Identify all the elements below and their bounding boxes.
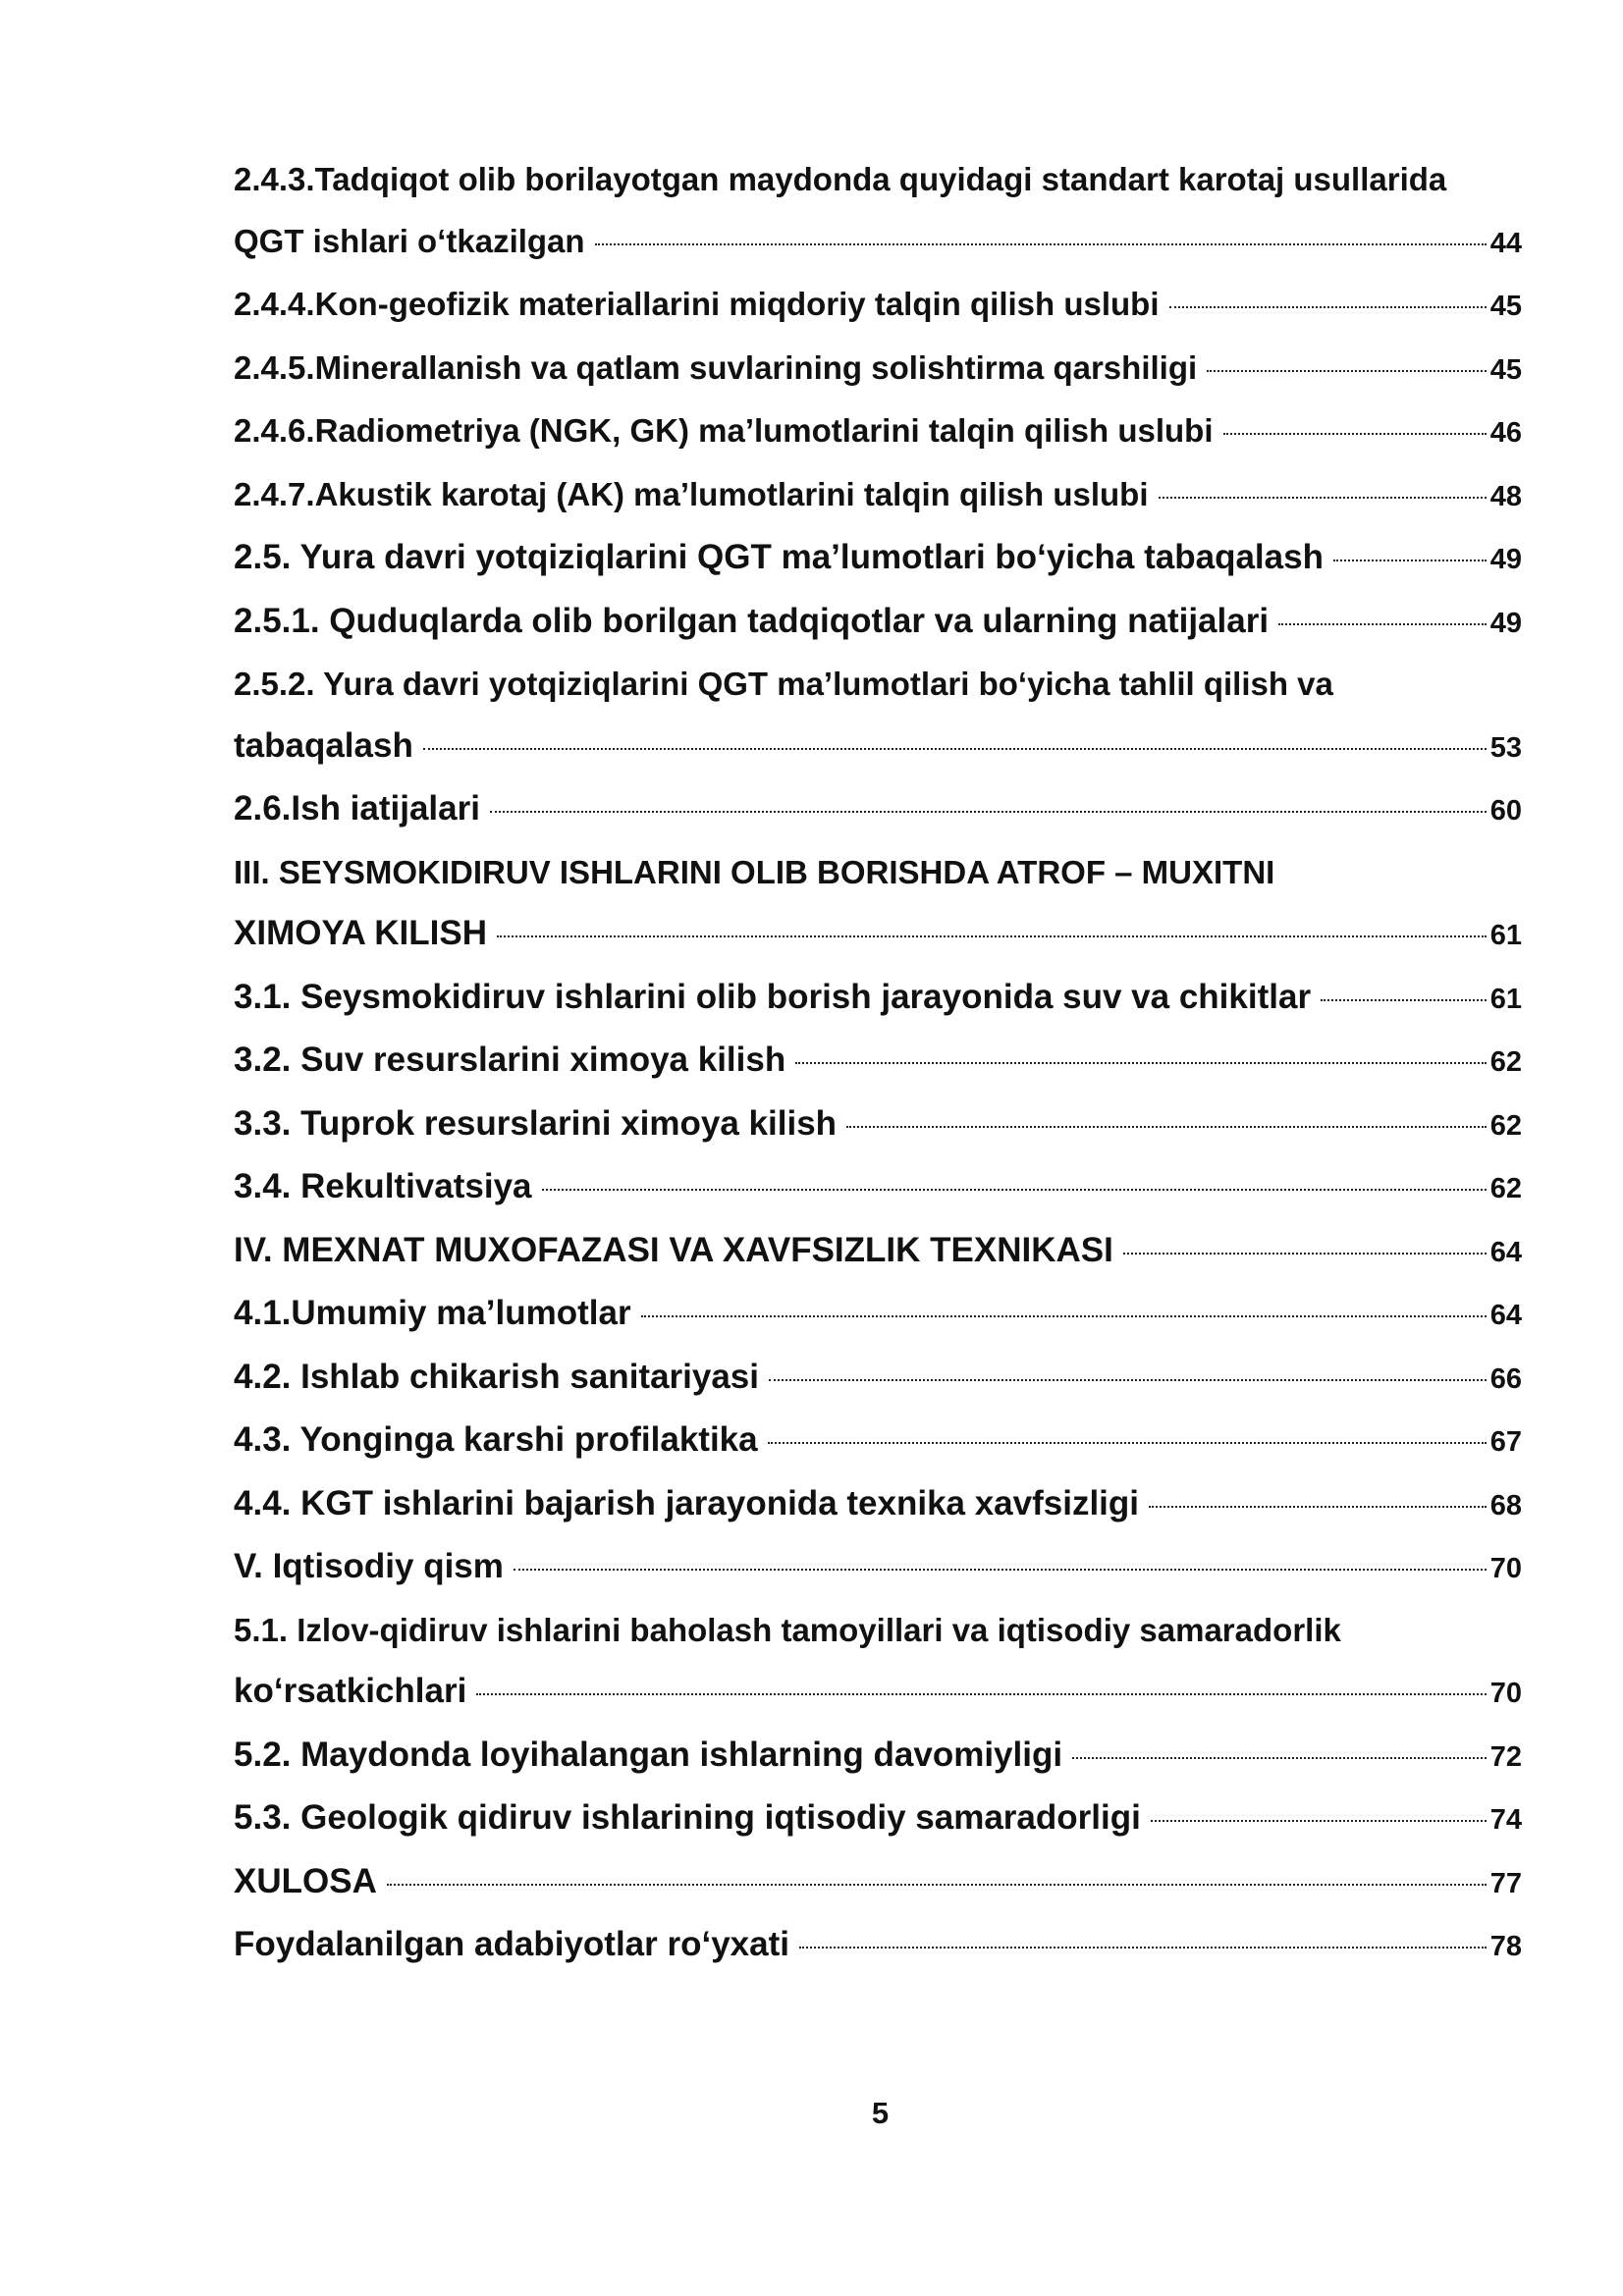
dot-leader [1169, 306, 1487, 308]
dot-leader [641, 1315, 1487, 1317]
toc-entry-title: 2.4.4.Kon-geofizik materiallarini miqdoriy talqin qilish uslubi [234, 286, 1160, 322]
toc-entry-page: 72 [1489, 1740, 1522, 1773]
toc-entry[interactable] [234, 967, 1522, 1031]
toc-entry-title: tabaqalash [234, 725, 413, 765]
toc-entry[interactable] [234, 1473, 1522, 1537]
toc-entry-title: 4.2. Ishlab chikarish sanitariyasi [234, 1357, 759, 1396]
page-number: 5 [871, 2096, 890, 2130]
toc-entry-title-line: III. SEYSMOKIDIRUV ISHLARINI OLIB BORISHDA ATROF – MUXITNI [234, 853, 1275, 890]
dot-leader [1072, 1757, 1487, 1759]
toc-entry-page: 49 [1489, 544, 1522, 575]
table-of-contents [234, 149, 1522, 1978]
dot-leader [1149, 1506, 1487, 1508]
toc-entry[interactable] [234, 338, 1522, 401]
toc-entry[interactable] [234, 1851, 1522, 1915]
toc-entry-title: 3.3. Tuprok resurslarini ximoya kilish [234, 1103, 838, 1143]
toc-entry-page: 44 [1489, 227, 1522, 259]
toc-entry-page: 61 [1489, 983, 1522, 1015]
dot-leader [1321, 999, 1487, 1001]
toc-entry-page: 77 [1489, 1867, 1522, 1899]
toc-entry-title: 3.2. Suv resurslarini ximoya kilish [234, 1041, 786, 1079]
dot-leader [423, 748, 1487, 750]
dot-leader [1223, 433, 1487, 435]
dot-leader [799, 1947, 1487, 1949]
toc-entry-title-line: 5.1. Izlov-qidiruv ishlarini baholash tamoyillari va iqtisodiy samaradorlik [234, 1611, 1341, 1648]
toc-entry-title: 2.5.1. Quduqlarda olib borilgan tadqiqotlar va ularning natijalari [234, 601, 1270, 640]
toc-entry[interactable] [234, 1283, 1522, 1347]
toc-entry-page: 78 [1489, 1931, 1522, 1962]
toc-entry-page: 46 [1489, 417, 1522, 449]
toc-entry-title-line: 2.5.2. Yura davri yotqiziqlarini QGT ma’lumotlari bo‘yicha tahlil qilish va [234, 666, 1333, 702]
toc-entry-page: 45 [1489, 291, 1522, 322]
toc-entry-page: 62 [1489, 1046, 1522, 1078]
toc-entry-title: IV. MEXNAT MUXOFAZASI VA XAVFSIZLIK TEXNIKASI [234, 1230, 1113, 1269]
toc-entry-title: 3.4. Rekultivatsiya [234, 1167, 532, 1205]
toc-entry[interactable] [234, 464, 1522, 528]
dot-leader [476, 1693, 1486, 1695]
dot-leader [542, 1189, 1487, 1191]
toc-entry-page: 66 [1489, 1362, 1522, 1395]
dot-leader [1333, 560, 1487, 561]
toc-entry[interactable] [234, 527, 1522, 591]
toc-entry[interactable] [234, 1347, 1522, 1411]
toc-entry-page: 61 [1489, 920, 1522, 951]
toc-entry-page: 70 [1489, 1678, 1522, 1709]
dot-leader [846, 1126, 1487, 1128]
toc-entry[interactable] [234, 1410, 1522, 1473]
toc-entry-page: 49 [1489, 607, 1522, 639]
toc-entry-page: 53 [1489, 731, 1522, 764]
toc-entry-title: 4.3. Yonginga karshi profilaktika [234, 1420, 758, 1459]
toc-entry-title: XIMOYA KILISH [234, 914, 488, 952]
toc-entry[interactable] [234, 149, 1522, 274]
toc-entry[interactable] [234, 842, 1522, 967]
toc-entry-page: 60 [1489, 795, 1522, 827]
dot-leader [795, 1062, 1487, 1064]
toc-entry-page: 62 [1489, 1173, 1522, 1204]
dot-leader [1278, 623, 1487, 625]
toc-entry-page: 62 [1489, 1109, 1522, 1142]
toc-entry[interactable] [234, 1914, 1522, 1978]
toc-entry[interactable] [234, 274, 1522, 338]
toc-entry-title: Foydalanilgan adabiyotlar ro‘yxati [234, 1925, 789, 1963]
toc-entry[interactable] [234, 1220, 1522, 1284]
dot-leader [514, 1569, 1487, 1571]
toc-entry[interactable] [234, 1600, 1522, 1725]
toc-entry[interactable] [234, 778, 1522, 842]
dot-leader [387, 1884, 1487, 1886]
dot-leader [768, 1442, 1487, 1444]
toc-entry-title: 5.3. Geologik qidiruv ishlarining iqtisodiy samaradorligi [234, 1798, 1141, 1837]
toc-entry-page: 48 [1489, 480, 1522, 512]
toc-entry-page: 64 [1489, 1236, 1522, 1268]
dot-leader [595, 243, 1487, 245]
toc-entry[interactable] [234, 400, 1522, 464]
toc-entry-title: 2.5. Yura davri yotqiziqlarini QGT ma’lumotlari bo‘yicha tabaqalash [234, 538, 1324, 576]
toc-entry-page: 67 [1489, 1426, 1522, 1458]
toc-entry[interactable] [234, 1725, 1522, 1789]
toc-entry-title: 2.4.5.Minerallanish va qatlam suvlarining solishtirma qarshiligi [234, 348, 1198, 386]
toc-entry-page: 68 [1489, 1489, 1522, 1522]
toc-entry-title: V. Iqtisodiy qism [234, 1547, 504, 1585]
toc-entry[interactable] [234, 1094, 1522, 1157]
dot-leader [490, 811, 1487, 813]
toc-entry[interactable] [234, 591, 1522, 655]
dot-leader [1123, 1253, 1487, 1255]
toc-entry[interactable] [234, 1536, 1522, 1600]
toc-entry-title: 3.1. Seysmokidiruv ishlarini olib borish jarayonida suv va chikitlar [234, 977, 1312, 1016]
toc-entry-page: 64 [1489, 1300, 1522, 1331]
toc-entry-title: 4.1.Umumiy ma’lumotlar [234, 1294, 631, 1332]
toc-entry-title: 4.4. KGT ishlarini bajarish jarayonida texnika xavfsizligi [234, 1483, 1140, 1522]
dot-leader [1159, 497, 1487, 499]
toc-entry-page: 45 [1489, 353, 1522, 386]
toc-entry-title: 2.4.6.Radiometriya (NGK, GK) ma’lumotlarini talqin qilish uslubi [234, 412, 1214, 449]
toc-entry-title: 5.2. Maydonda loyihalangan ishlarning davomiyligi [234, 1735, 1063, 1774]
toc-entry-title: QGT ishlari o‘tkazilgan [234, 222, 585, 259]
toc-entry-title: 2.6.Ish iatijalari [234, 789, 480, 828]
toc-entry[interactable] [234, 654, 1522, 778]
toc-entry-title: ko‘rsatkichlari [234, 1672, 467, 1710]
dot-leader [1207, 370, 1487, 372]
toc-entry-title: XULOSA [234, 1861, 377, 1900]
toc-entry-title-line: 2.4.3.Tadqiqot olib borilayotgan maydonda quyidagi standart karotaj usullarida [234, 161, 1447, 197]
toc-entry-title: 2.4.7.Akustik karotaj (AK) ma’lumotlarini talqin qilish uslubi [234, 475, 1149, 512]
toc-entry[interactable] [234, 1030, 1522, 1094]
dot-leader [769, 1379, 1487, 1381]
toc-entry-page: 70 [1489, 1553, 1522, 1584]
toc-entry[interactable] [234, 1788, 1522, 1851]
toc-entry-page: 74 [1489, 1804, 1522, 1836]
toc-entry[interactable] [234, 1156, 1522, 1220]
dot-leader [1151, 1820, 1487, 1822]
dot-leader [497, 935, 1487, 937]
